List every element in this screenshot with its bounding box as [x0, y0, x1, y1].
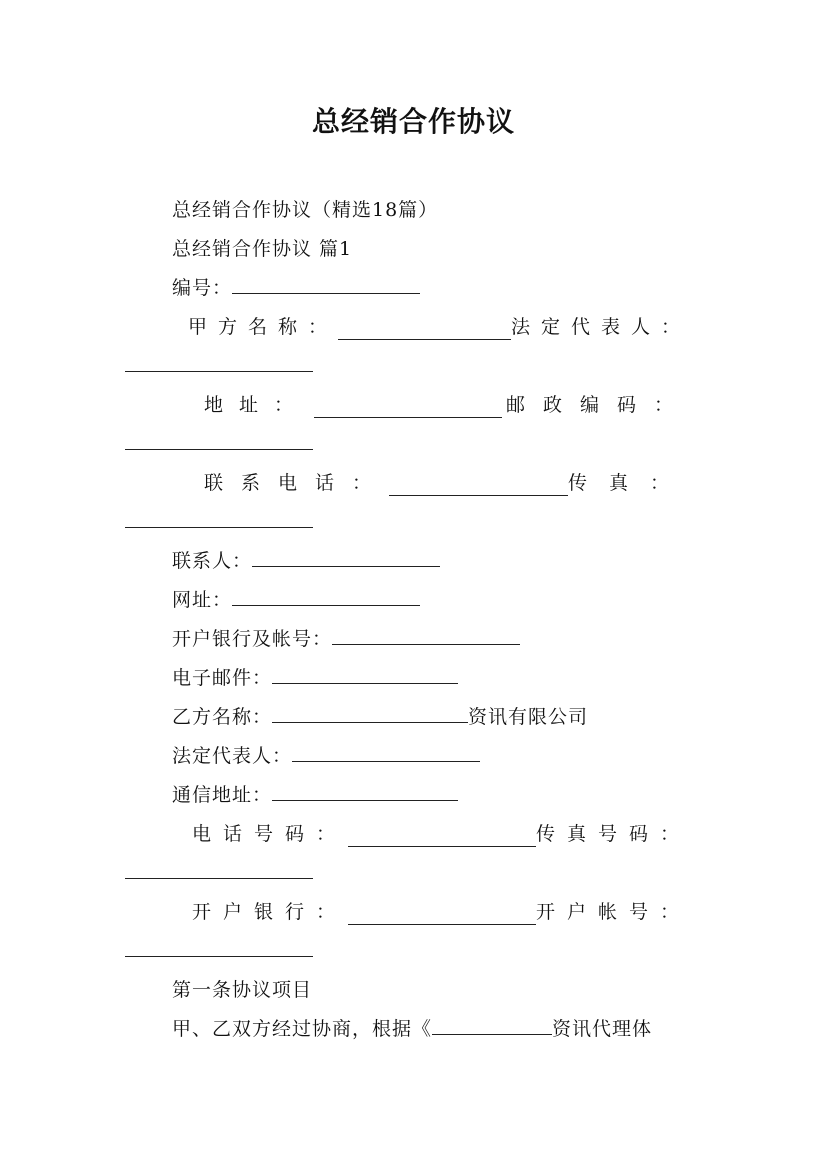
- party-b-fax-label: 传真号码：: [535, 823, 691, 845]
- party-a-contact-label: 联系人：: [172, 550, 253, 572]
- party-a-fax-label: 传真：: [567, 472, 691, 494]
- party-a-name-label: 甲方名称：: [188, 316, 339, 338]
- party-b-bank-row: [192, 899, 691, 925]
- party-b-address-blank: [272, 782, 458, 801]
- party-a-email-label: 电子邮件：: [172, 667, 273, 689]
- section1-text-start: 甲、乙双方经过协商，根据《: [172, 1018, 433, 1040]
- party-b-bank-label: 开户银行：: [192, 901, 348, 923]
- party-a-postcode-label: 邮政编码：: [505, 394, 691, 416]
- party-a-email-blank: [272, 665, 458, 684]
- party-a-website-label: 网址：: [172, 589, 233, 611]
- party-b-legal-rep-blank: [292, 743, 480, 762]
- party-b-name-suffix: 资讯有限公司: [468, 706, 589, 728]
- party-a-fax-row: [125, 509, 313, 535]
- serial-number-blank: [232, 275, 420, 294]
- party-b-name-row: [172, 704, 588, 730]
- party-b-account-row: [125, 938, 313, 964]
- party-a-website-blank: [232, 587, 420, 606]
- party-a-phone-row: [204, 470, 691, 496]
- article-heading: 总经销合作协议 篇1: [172, 238, 353, 260]
- party-a-legal-rep-row: [125, 353, 313, 379]
- party-a-contact-row: [172, 548, 440, 574]
- party-a-postcode-blank: [125, 431, 313, 450]
- party-a-phone-blank: [389, 477, 568, 496]
- party-a-name-blank: [338, 321, 511, 340]
- party-a-postcode-row: [125, 431, 313, 457]
- party-b-address-label: 通信地址：: [172, 784, 273, 806]
- party-a-legal-rep-blank: [125, 353, 313, 372]
- section1-paragraph: [172, 1016, 652, 1042]
- party-a-website-row: [172, 587, 420, 613]
- party-b-account-blank: [125, 938, 313, 957]
- party-b-legal-rep-label: 法定代表人：: [172, 745, 293, 767]
- party-a-fax-blank: [125, 509, 313, 528]
- party-b-legal-rep-row: [172, 743, 480, 769]
- party-b-name-label: 乙方名称：: [172, 706, 273, 728]
- party-b-bank-blank: [348, 906, 536, 925]
- section1-heading: 第一条协议项目: [172, 979, 313, 1001]
- party-b-phone-label: 电话号码：: [192, 823, 348, 845]
- party-b-name-blank: [272, 704, 468, 723]
- party-b-phone-row: [192, 821, 691, 847]
- party-b-fax-row: [125, 860, 313, 886]
- party-b-fax-blank: [125, 860, 313, 879]
- party-a-name-row: [188, 314, 691, 340]
- party-a-email-row: [172, 665, 458, 691]
- serial-number-label: 编号：: [172, 277, 233, 299]
- document-subtitle: 总经销合作协议（精选18篇）: [172, 199, 439, 221]
- party-b-phone-blank: [348, 828, 536, 847]
- document-title: 总经销合作协议: [311, 105, 515, 138]
- party-a-address-blank: [314, 399, 502, 418]
- section1-blank: [432, 1016, 552, 1035]
- party-b-address-row: [172, 782, 458, 808]
- party-a-bank-label: 开户银行及帐号：: [172, 628, 333, 650]
- party-a-contact-blank: [252, 548, 440, 567]
- serial-number-row: [172, 275, 420, 301]
- party-a-bank-row: [172, 626, 520, 652]
- party-a-legal-rep-label: 法定代表人：: [510, 316, 691, 338]
- party-a-bank-blank: [332, 626, 520, 645]
- party-a-address-label: 地址：: [204, 394, 310, 416]
- party-b-account-label: 开户帐号：: [535, 901, 691, 923]
- party-a-address-row: [204, 392, 691, 418]
- section1-text-end: 资讯代理体: [552, 1018, 653, 1040]
- party-a-phone-label: 联系电话：: [204, 472, 390, 494]
